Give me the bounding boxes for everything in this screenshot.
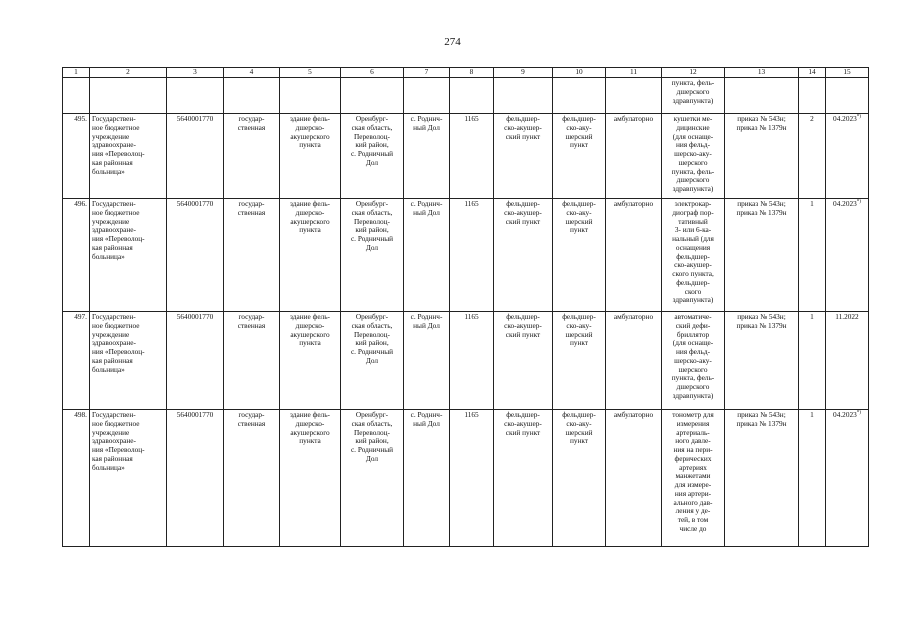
institution-cell: Государствен- ное бюджетное учреждение здравоохране- ния «Переволоц- кая районная больница» (90, 114, 167, 199)
column-number-row (63, 68, 869, 78)
institution-cell: Государствен- ное бюджетное учреждение здравоохране- ния «Переволоц- кая районная больница» (90, 312, 167, 410)
column-number: 13 (725, 68, 799, 78)
code-cell: 5640001770 (167, 199, 224, 312)
date-value: 04.2023 (833, 114, 857, 123)
orders-cell: приказ № 543н; приказ № 1379н (725, 199, 799, 312)
code-cell: 5640001770 (167, 410, 224, 547)
row-number-cell: 498. (63, 410, 90, 547)
column-number: 14 (799, 68, 826, 78)
care-type-cell: амбулаторно (606, 199, 662, 312)
table-row (63, 199, 869, 312)
care-type-cell: амбулаторно (606, 114, 662, 199)
unit-type-cell: фельдшер- ско-акушер- ский пункт (494, 312, 553, 410)
equipment-cell: пункта, фель- дшерского здравпункта) (662, 78, 725, 114)
orders-cell: приказ № 543н; приказ № 1379н (725, 114, 799, 199)
locality-cell: с. Родннч- ный Дол (404, 410, 450, 547)
code-cell: 5640001770 (167, 114, 224, 199)
unit-type-cell: фельдшер- ско-акушер- ский пункт (494, 114, 553, 199)
orders-cell: приказ № 543н; приказ № 1379н (725, 410, 799, 547)
column-number: 9 (494, 68, 553, 78)
column-number: 1 (63, 68, 90, 78)
okato-cell: 1165 (450, 114, 494, 199)
address-cell: Оренбург- ская область, Переволоц- кий район, с. Родничный Дол (341, 410, 404, 547)
okato-cell: 1165 (450, 312, 494, 410)
unit-name-cell: фельдшер- ско-аку- шерский пункт (553, 114, 606, 199)
equipment-cell: электрокар- диограф пор- тативный 3- или 6-ка- нальный (для оснащения фельдшер- ско-акушер- ского пункта, фельдшер- ского здравпункта) (662, 199, 725, 312)
okato-cell: 1165 (450, 410, 494, 547)
okato-cell: 1165 (450, 199, 494, 312)
table-row (63, 114, 869, 199)
address-cell: Оренбург- ская область, Переволоц- кий район, с. Родничный Дол (341, 312, 404, 410)
date-cell (826, 410, 869, 547)
column-number: 4 (224, 68, 280, 78)
column-number: 6 (341, 68, 404, 78)
institution-cell: Государствен- ное бюджетное учреждение здравоохране- ния «Переволоц- кая районная больница» (90, 199, 167, 312)
column-number: 11 (606, 68, 662, 78)
ownership-cell: государ- ственная (224, 410, 280, 547)
date-value: 11.2022 (835, 312, 859, 321)
address-cell: Оренбург- ская область, Переволоц- кий район, с. Родничный Дол (341, 199, 404, 312)
care-type-cell: амбулаторно (606, 410, 662, 547)
quantity-cell: 1 (799, 199, 826, 312)
column-number: 2 (90, 68, 167, 78)
date-cell (826, 114, 869, 199)
orders-cell: приказ № 543н; приказ № 1379н (725, 312, 799, 410)
unit-name-cell: фельдшер- ско-аку- шерский пункт (553, 410, 606, 547)
quantity-cell: 2 (799, 114, 826, 199)
unit-name-cell: фельдшер- ско-аку- шерский пункт (553, 199, 606, 312)
date-cell (826, 312, 869, 410)
page-number: 274 (444, 36, 461, 48)
ownership-cell: государ- ственная (224, 114, 280, 199)
equipment-cell: кушетки ме- дицинские (для оснаще- ния фельд- шерско-аку- шерского пункта, фель- дшерского здравпункта) (662, 114, 725, 199)
building-cell: здание фель- дшерско- акушерского пункта (280, 199, 341, 312)
table-row (63, 312, 869, 410)
equipment-register-table (62, 67, 869, 547)
locality-cell: с. Родннч- ный Дол (404, 114, 450, 199)
ownership-cell: государ- ственная (224, 199, 280, 312)
unit-type-cell: фельдшер- ско-акушер- ский пункт (494, 410, 553, 547)
equipment-cell: автоматиче- ский дефи- бриллятор (для оснаще- ния фельд- шерско-аку- шерского пункта, фель- дшерского здравпункта) (662, 312, 725, 410)
code-cell: 5640001770 (167, 312, 224, 410)
column-number: 5 (280, 68, 341, 78)
quantity-cell: 1 (799, 312, 826, 410)
date-cell (826, 199, 869, 312)
column-number: 3 (167, 68, 224, 78)
address-cell: Оренбург- ская область, Переволоц- кий район, с. Родничный Дол (341, 114, 404, 199)
equipment-cell: тонометр для измерения артериаль- ного давле- ния на пери- ферических артериях манжетами для измере- ния артери- ального дав- ления у де- тей, в том числе до (662, 410, 725, 547)
column-number: 12 (662, 68, 725, 78)
column-number: 7 (404, 68, 450, 78)
column-number: 15 (826, 68, 869, 78)
locality-cell: с. Родннч- ный Дол (404, 199, 450, 312)
row-number-cell: 497. (63, 312, 90, 410)
footnote-mark: *) (856, 199, 861, 205)
locality-cell: с. Родннч- ный Дол (404, 312, 450, 410)
column-number: 8 (450, 68, 494, 78)
date-value: 04.2023 (833, 410, 857, 419)
footnote-mark: *) (856, 410, 861, 416)
building-cell: здание фель- дшерско- акушерского пункта (280, 312, 341, 410)
institution-cell: Государствен- ное бюджетное учреждение здравоохране- ния «Переволоц- кая районная больница» (90, 410, 167, 547)
unit-name-cell: фельдшер- ско-аку- шерский пункт (553, 312, 606, 410)
ownership-cell: государ- ственная (224, 312, 280, 410)
continuation-row (63, 78, 869, 114)
quantity-cell: 1 (799, 410, 826, 547)
date-value: 04.2023 (833, 199, 857, 208)
table-row (63, 410, 869, 547)
care-type-cell: амбулаторно (606, 312, 662, 410)
building-cell: здание фель- дшерско- акушерского пункта (280, 410, 341, 547)
row-number-cell: 496. (63, 199, 90, 312)
column-number: 10 (553, 68, 606, 78)
unit-type-cell: фельдшер- ско-акушер- ский пункт (494, 199, 553, 312)
footnote-mark: *) (856, 114, 861, 120)
row-number-cell: 495. (63, 114, 90, 199)
building-cell: здание фель- дшерско- акушерского пункта (280, 114, 341, 199)
